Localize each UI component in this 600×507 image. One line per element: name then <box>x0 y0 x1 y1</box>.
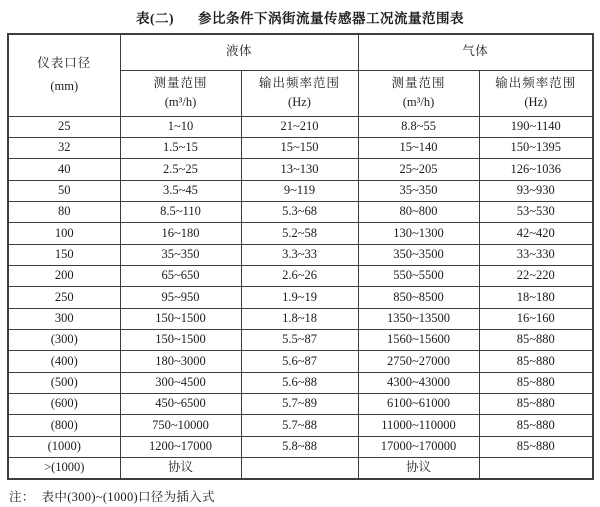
value-cell: 80~800 <box>358 201 479 222</box>
table-row <box>8 116 593 137</box>
header-gas-freq-label: 输出频率范围 <box>495 75 577 90</box>
value-cell: 16~180 <box>120 223 241 244</box>
diameter-cell: 300 <box>8 308 120 329</box>
table-row <box>8 458 593 479</box>
value-cell: 18~180 <box>479 287 593 308</box>
value-cell: 15~150 <box>241 137 358 158</box>
table-title <box>0 7 600 27</box>
table-row <box>8 137 593 158</box>
diameter-cell: 250 <box>8 287 120 308</box>
table-row <box>8 287 593 308</box>
value-cell: 65~650 <box>120 265 241 286</box>
value-cell: 1560~15600 <box>358 329 479 350</box>
value-cell: 150~1500 <box>120 329 241 350</box>
table-title-text: 参比条件下涡街流量传感器工况流量范围表 <box>198 11 464 26</box>
diameter-cell: (500) <box>8 372 120 393</box>
value-cell: 150~1500 <box>120 308 241 329</box>
value-cell: 85~880 <box>479 351 593 372</box>
value-cell: 16~160 <box>479 308 593 329</box>
value-cell: 5.3~68 <box>241 201 358 222</box>
header-diameter-label: 仪表口径 <box>37 55 92 70</box>
diameter-cell: 150 <box>8 244 120 265</box>
value-cell: 25~205 <box>358 159 479 180</box>
value-cell: 13~130 <box>241 159 358 180</box>
value-cell: 5.7~88 <box>241 415 358 436</box>
header-gas-range <box>358 70 479 116</box>
value-cell: 15~140 <box>358 137 479 158</box>
value-cell: 5.8~88 <box>241 436 358 457</box>
table-row <box>8 372 593 393</box>
value-cell: 85~880 <box>479 329 593 350</box>
value-cell: 5.2~58 <box>241 223 358 244</box>
table-row <box>8 308 593 329</box>
value-cell: 53~530 <box>479 201 593 222</box>
table-row <box>8 180 593 201</box>
footnote <box>9 487 215 505</box>
value-cell: 750~10000 <box>120 415 241 436</box>
value-cell <box>241 458 358 479</box>
diameter-cell: 200 <box>8 265 120 286</box>
value-cell: 8.8~55 <box>358 116 479 137</box>
value-cell: 4300~43000 <box>358 372 479 393</box>
table-header <box>8 34 593 116</box>
header-gas-range-label: 测量范围 <box>391 75 446 90</box>
value-cell: 5.7~89 <box>241 393 358 414</box>
diameter-cell: (600) <box>8 393 120 414</box>
value-cell: 130~1300 <box>358 223 479 244</box>
value-cell: 2.5~25 <box>120 159 241 180</box>
value-cell: 85~880 <box>479 415 593 436</box>
value-cell: 3.3~33 <box>241 244 358 265</box>
value-cell: 6100~61000 <box>358 393 479 414</box>
value-cell: 95~950 <box>120 287 241 308</box>
header-liquid-range-label: 测量范围 <box>153 75 208 90</box>
header-group-liquid: 液体 <box>120 34 358 70</box>
value-cell: 350~3500 <box>358 244 479 265</box>
value-cell: 5.6~88 <box>241 372 358 393</box>
diameter-cell: (1000) <box>8 436 120 457</box>
value-cell: 协议 <box>120 458 241 479</box>
table-row <box>8 159 593 180</box>
header-liquid-freq-label: 输出频率范围 <box>259 75 341 90</box>
value-cell: 150~1395 <box>479 137 593 158</box>
value-cell: 85~880 <box>479 436 593 457</box>
value-cell: 8.5~110 <box>120 201 241 222</box>
header-liquid-freq-unit: (Hz) <box>288 94 311 109</box>
value-cell: 1~10 <box>120 116 241 137</box>
diameter-cell: 40 <box>8 159 120 180</box>
value-cell: 850~8500 <box>358 287 479 308</box>
table-row <box>8 265 593 286</box>
footnote-prefix: 注： <box>9 490 35 504</box>
value-cell: 2.6~26 <box>241 265 358 286</box>
diameter-cell: >(1000) <box>8 458 120 479</box>
value-cell: 协议 <box>358 458 479 479</box>
table-number: 表(二) <box>136 11 174 26</box>
value-cell: 42~420 <box>479 223 593 244</box>
header-gas-freq-unit: (Hz) <box>524 94 548 109</box>
value-cell: 5.6~87 <box>241 351 358 372</box>
value-cell: 33~330 <box>479 244 593 265</box>
footnote-text: 表中(300)~(1000)口径为插入式 <box>41 490 215 504</box>
value-cell: 35~350 <box>120 244 241 265</box>
table-row <box>8 201 593 222</box>
table-body <box>8 116 593 479</box>
header-group-row <box>8 34 593 70</box>
diameter-cell: 25 <box>8 116 120 137</box>
table-row <box>8 244 593 265</box>
header-gas-freq <box>479 70 593 116</box>
diameter-cell: 80 <box>8 201 120 222</box>
value-cell: 1.8~18 <box>241 308 358 329</box>
value-cell: 1.9~19 <box>241 287 358 308</box>
value-cell: 300~4500 <box>120 372 241 393</box>
value-cell: 1200~17000 <box>120 436 241 457</box>
value-cell: 93~930 <box>479 180 593 201</box>
diameter-cell: (800) <box>8 415 120 436</box>
table-row <box>8 351 593 372</box>
value-cell: 21~210 <box>241 116 358 137</box>
value-cell: 1350~13500 <box>358 308 479 329</box>
value-cell: 2750~27000 <box>358 351 479 372</box>
table-row <box>8 436 593 457</box>
diameter-cell: (300) <box>8 329 120 350</box>
header-group-gas: 气体 <box>358 34 593 70</box>
header-diameter <box>8 34 120 116</box>
table-row <box>8 223 593 244</box>
header-diameter-unit: (mm) <box>50 79 79 94</box>
value-cell: 5.5~87 <box>241 329 358 350</box>
diameter-cell: 100 <box>8 223 120 244</box>
value-cell: 85~880 <box>479 393 593 414</box>
value-cell: 450~6500 <box>120 393 241 414</box>
value-cell: 550~5500 <box>358 265 479 286</box>
value-cell: 35~350 <box>358 180 479 201</box>
value-cell: 85~880 <box>479 372 593 393</box>
table-row <box>8 393 593 414</box>
value-cell: 3.5~45 <box>120 180 241 201</box>
diameter-cell: 50 <box>8 180 120 201</box>
header-liquid-range <box>120 70 241 116</box>
diameter-cell: (400) <box>8 351 120 372</box>
value-cell: 22~220 <box>479 265 593 286</box>
value-cell: 17000~170000 <box>358 436 479 457</box>
header-liquid-freq <box>241 70 358 116</box>
value-cell: 126~1036 <box>479 159 593 180</box>
header-liquid-range-unit: (m³/h) <box>164 94 197 109</box>
value-cell: 9~119 <box>241 180 358 201</box>
table-row <box>8 329 593 350</box>
value-cell: 1.5~15 <box>120 137 241 158</box>
header-gas-range-unit: (m³/h) <box>402 94 435 109</box>
table-row <box>8 415 593 436</box>
flow-range-table <box>7 33 594 480</box>
diameter-cell: 32 <box>8 137 120 158</box>
value-cell: 190~1140 <box>479 116 593 137</box>
value-cell: 180~3000 <box>120 351 241 372</box>
value-cell <box>479 458 593 479</box>
value-cell: 11000~110000 <box>358 415 479 436</box>
